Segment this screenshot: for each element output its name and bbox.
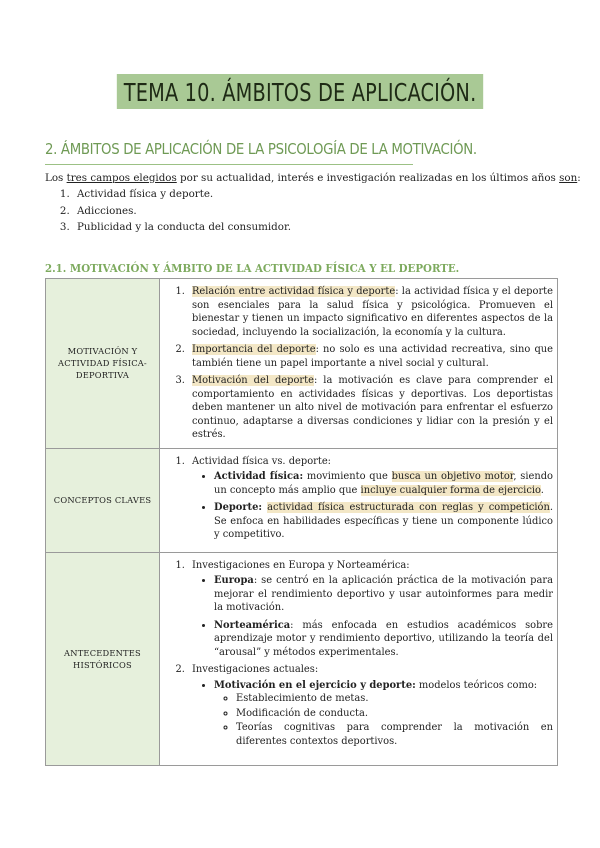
table-row [46,279,558,449]
list-item [188,285,553,339]
bullet-list [192,574,553,659]
fields-list [45,186,291,236]
highlight: Relación entre actividad física y deporte [192,286,396,297]
title-wrap [0,74,600,109]
item-text: : no solo es una actividad recreativa, sino que también tiene un papel importante a nivel social y cultural. [192,344,553,369]
item-text: : más enfocada en estudios académicos sobre aprendizaje motor y rendimiento deportivo, utilizando la teoría del “arousal” y métodos experimentales. [214,619,553,658]
row-label: CONCEPTOS CLAVES [46,448,160,552]
summary-table [45,278,558,766]
list-item: 1. Actividad física y deporte. [73,186,291,203]
item-text: . [540,484,544,496]
term: Deporte: [214,502,263,513]
row-content [160,552,558,765]
item-text: : se centró en la aplicación práctica de la motivación para mejorar el rendimiento deportivo y usar autoinformes para medir la motivación. [214,575,553,613]
table-row [46,448,558,552]
item-text: . Se enfoca en habilidades específicas y tiene un componente lúdico y competitivo. [214,502,554,540]
highlight: busca un objetivo motor [391,471,514,482]
bullet-item [214,619,553,660]
term: Motivación en el ejercicio y deporte: [214,679,416,691]
row-label: MOTIVACIÓN Y ACTIVIDAD FÍSICA-DEPORTIVA [46,279,160,449]
list-item [188,455,553,542]
item-text: movimiento que [303,471,392,482]
intro-underlined: son [559,172,578,184]
bullet-item [214,679,553,749]
page-title: TEMA 10. ÁMBITOS DE APLICACIÓN. [117,74,483,109]
row1-list [168,285,553,442]
list-item [188,374,553,442]
sub-list [214,692,553,748]
item-text: : la actividad física y el deporte son esenciales para la salud física y psicológica. Promueven el bienestar y tienen un impacto significativo en diferentes aspectos de la sociedad, incluyendo la socialización, la economía y la cultura. [192,286,553,338]
term: Europa [214,575,254,586]
sub-item: ◦ Establecimiento de metas. [236,692,553,706]
row-content [160,448,558,552]
term: Norteamérica [214,619,291,631]
highlight: Importancia del deporte [192,344,316,355]
bullet-item [214,501,553,542]
bullet-item [214,574,553,615]
section-underline [45,164,413,165]
item-text: modelos teóricos como: [415,679,538,691]
row3-list [168,559,553,749]
bullet-list [192,470,553,542]
sub-item: ◦ Teorías cognitivas para comprender la motivación en diferentes contextos deportivos. [236,721,553,748]
bullet-item [214,470,553,497]
intro-text: Los [45,172,67,184]
section-heading: 2. ÁMBITOS DE APLICACIÓN DE LA PSICOLOGÍA DE LA MOTIVACIÓN. [45,140,477,158]
intro-text: por su actualidad, interés e investigación realizadas en los últimos años [176,172,560,184]
item-text: : la motivación es clave para comprender el comportamiento en actividades físicas y deportivas. Los deportistas deben mantener un alto nivel de motivación para enfrentar el esfuerzo continuo, adaptarse a diversas condiciones y lidiar con la presión y el estrés. [192,375,553,440]
subsection-heading: 2.1. MOTIVACIÓN Y ÁMBITO DE LA ACTIVIDAD FÍSICA Y EL DEPORTE. [45,262,460,275]
row-label: ANTECEDENTES HISTÓRICOS [46,552,160,765]
row2-list [168,455,553,542]
row-content [160,279,558,449]
bullet-list [192,679,553,749]
list-item: 3. Publicidad y la conducta del consumidor. [73,219,291,236]
intro-text: : [577,172,581,184]
list-item: 2. Adicciones. [73,203,291,220]
list-item [188,559,553,660]
intro-paragraph [45,172,581,184]
table-row [46,552,558,765]
highlight: Motivación del deporte [192,375,314,386]
item-heading: Actividad física vs. deporte: [192,455,332,467]
list-item [188,663,553,748]
item-heading: Investigaciones actuales: [192,664,319,675]
item-text: , siendo un concepto más amplio que [214,471,553,496]
list-item [188,343,553,370]
item-heading: Investigaciones en Europa y Norteamérica: [192,559,410,571]
term: Actividad física: [214,471,304,482]
highlight: actividad física estructurada con reglas y competición [267,502,550,513]
sub-item: ◦ Modificación de conducta. [236,707,553,721]
intro-underlined: tres campos elegidos [66,172,177,184]
highlight: incluye cualquier forma de ejercicio [360,484,541,496]
